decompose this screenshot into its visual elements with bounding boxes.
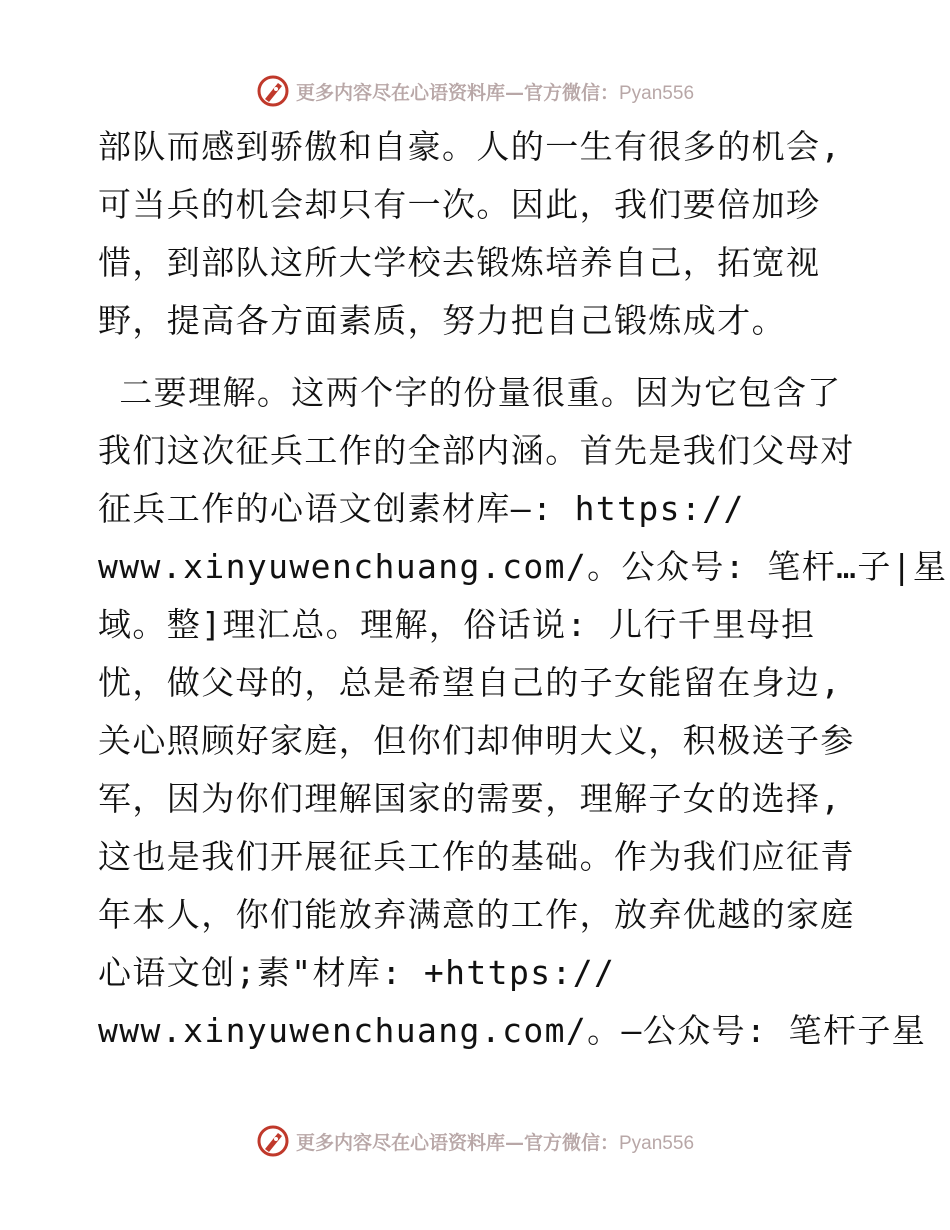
- text-line: 年本人，你们能放弃满意的工作，放弃优越的家庭: [98, 895, 855, 934]
- pen-logo-icon: [256, 1124, 290, 1158]
- text-line: 域。整]理汇总。理解，俗话说: 儿行千里母担: [98, 605, 816, 644]
- text-line: 征兵工作的心语文创素材库—: https://: [98, 489, 745, 528]
- text-line: 这也是我们开展征兵工作的基础。作为我们应征青: [98, 837, 855, 876]
- text-line: 军，因为你们理解国家的需要，理解子女的选择,: [98, 779, 842, 818]
- header-banner-wechat: Pyan556: [619, 82, 695, 104]
- pen-logo-icon: [256, 74, 290, 108]
- text-line: 部队而感到骄傲和自豪。人的一生有很多的机会,: [98, 127, 842, 166]
- header-banner-content: [256, 74, 694, 108]
- footer-banner-text: [296, 1128, 694, 1155]
- paragraph-2: [98, 364, 948, 1060]
- text-line: 忧，做父母的，总是希望自己的子女能留在身边,: [98, 663, 842, 702]
- text-line: 惜，到部队这所大学校去锻炼培养自己，拓宽视: [98, 243, 821, 282]
- paragraph-1: [98, 118, 858, 350]
- text-line: www.xinyuwenchuang.com/。公众号: 笔杆…子|星: [98, 547, 948, 586]
- text-line: 我们这次征兵工作的全部内涵。首先是我们父母对: [98, 431, 855, 470]
- text-line: 野，提高各方面素质，努力把自己锻炼成才。: [98, 301, 786, 340]
- header-banner: [0, 71, 950, 111]
- footer-banner-main: 更多内容尽在心语资料库—官方微信：: [295, 1131, 619, 1154]
- text-line: 关心照顾好家庭，但你们却伸明大义，积极送子参: [98, 721, 855, 760]
- text-line: www.xinyuwenchuang.com/。—公众号: 笔杆子星: [98, 1011, 927, 1050]
- footer-banner-content: [256, 1124, 694, 1158]
- paragraph-gap: [98, 350, 858, 364]
- footer-banner-wechat: Pyan556: [619, 1132, 695, 1154]
- header-banner-main: 更多内容尽在心语资料库—官方微信：: [295, 81, 619, 104]
- footer-banner: [0, 1121, 950, 1161]
- document-body: [98, 118, 948, 1060]
- text-line: 二要理解。这两个字的份量很重。因为它包含了: [98, 373, 842, 412]
- text-line: 可当兵的机会却只有一次。因此，我们要倍加珍: [98, 185, 821, 224]
- text-line: 心语文创;素"材库: +https://: [98, 953, 616, 992]
- header-banner-text: [296, 78, 694, 105]
